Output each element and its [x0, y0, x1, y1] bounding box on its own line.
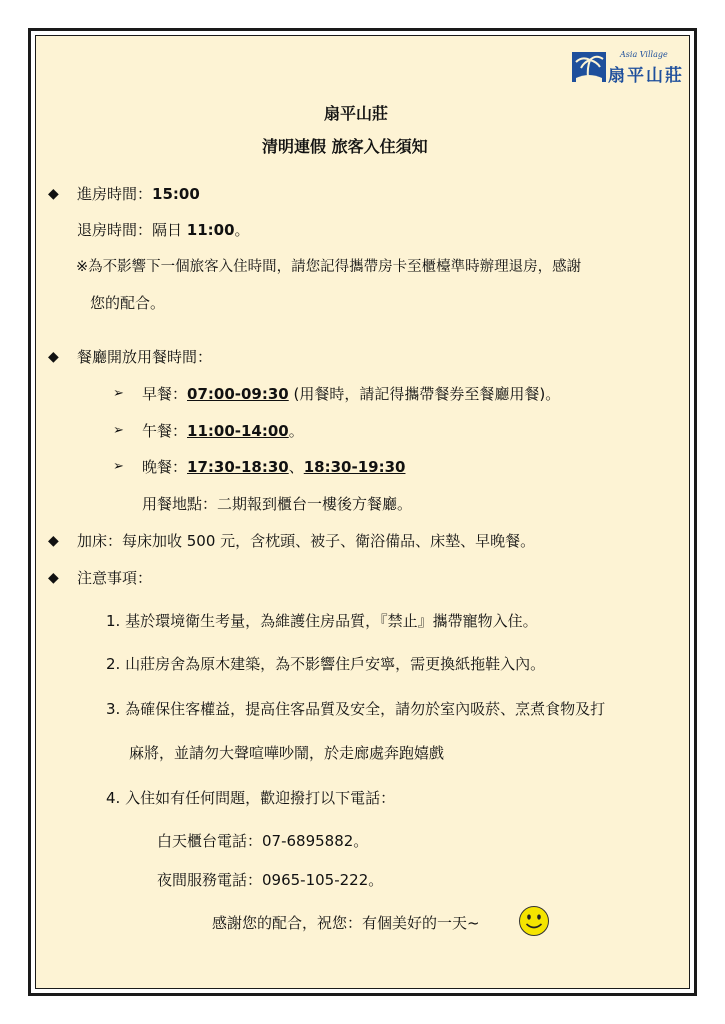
checkin-time: 15:00 — [152, 185, 200, 203]
bullet-diamond: ◆ — [48, 349, 59, 365]
checkout-time: 11:00 — [186, 221, 235, 239]
dinner-label: 晚餐： — [142, 458, 188, 476]
notice-item-1: 1. 基於環境衛生考量，為維護住房品質，『禁止』攜帶寵物入住。 — [106, 612, 538, 630]
notice-heading: 注意事項： — [77, 569, 153, 587]
page-subtitle: 清明連假 旅客入住須知 — [262, 137, 428, 156]
notice-item-2: 2. 山莊房舍為原木建築，為不影響住戶安寧，需更換紙拖鞋入內。 — [106, 655, 546, 673]
note-line-1: ※為不影響下一個旅客入住時間，請您記得攜帶房卡至櫃檯準時辦理退房，感謝 — [76, 259, 582, 275]
breakfast-time: 07:00-09:30 — [187, 385, 289, 403]
checkout-label: 退房時間：隔日 — [77, 221, 187, 239]
dining-location: 用餐地點：二期報到櫃台一樓後方餐廳。 — [142, 495, 413, 513]
palm-tree-icon — [572, 52, 606, 82]
bullet-arrow: ➢ — [113, 459, 124, 474]
note-line-2: 您的配合。 — [90, 294, 166, 312]
night-phone: 夜間服務電話：0965-105-222。 — [157, 871, 384, 889]
checkout-end: 。 — [234, 221, 250, 239]
dinner-separator: 、 — [288, 458, 304, 476]
dining-heading: 餐廳開放用餐時間： — [77, 348, 213, 366]
dinner-line — [142, 457, 405, 477]
bullet-arrow: ➢ — [113, 423, 124, 438]
bullet-diamond: ◆ — [48, 533, 59, 549]
lunch-line — [142, 421, 304, 441]
lunch-end: 。 — [288, 422, 304, 440]
lunch-time: 11:00-14:00 — [187, 422, 289, 440]
notice-item-3a: 3. 為確保住客權益，提高住客品質及安全，請勿於室內吸菸、烹煮食物及打 — [106, 700, 606, 718]
extra-bed-line: 加床：每床加收 500 元，含枕頭、被子、衛浴備品、床墊、早晚餐。 — [77, 532, 536, 550]
bullet-diamond: ◆ — [48, 570, 59, 586]
checkin-label: 進房時間： — [77, 185, 153, 203]
bullet-diamond: ◆ — [48, 186, 59, 202]
breakfast-label: 早餐： — [142, 385, 188, 403]
notice-item-4: 4. 入住如有任何問題，歡迎撥打以下電話： — [106, 789, 396, 807]
breakfast-note: (用餐時，請記得攜帶餐券至餐廳用餐)。 — [288, 385, 561, 403]
page-title: 扇平山莊 — [324, 104, 389, 123]
dinner-time-1: 17:30-18:30 — [187, 458, 289, 476]
closing-message: 感謝您的配合，祝您：有個美好的一天~ — [212, 914, 480, 932]
checkout-line — [77, 220, 250, 240]
lunch-label: 午餐： — [142, 422, 188, 440]
logo — [572, 50, 684, 86]
logo-subtitle: Asia Village — [620, 50, 668, 59]
breakfast-line — [142, 384, 560, 404]
smiley-icon — [518, 905, 550, 937]
bullet-arrow: ➢ — [113, 386, 124, 401]
logo-name: 扇平山莊 — [608, 66, 684, 86]
dinner-time-2: 18:30-19:30 — [303, 458, 406, 476]
day-phone: 白天櫃台電話：07-6895882。 — [157, 832, 369, 850]
checkin-line — [77, 184, 200, 204]
notice-item-3b: 麻將，並請勿大聲喧嘩吵鬧，於走廊處奔跑嬉戲 — [129, 744, 445, 762]
